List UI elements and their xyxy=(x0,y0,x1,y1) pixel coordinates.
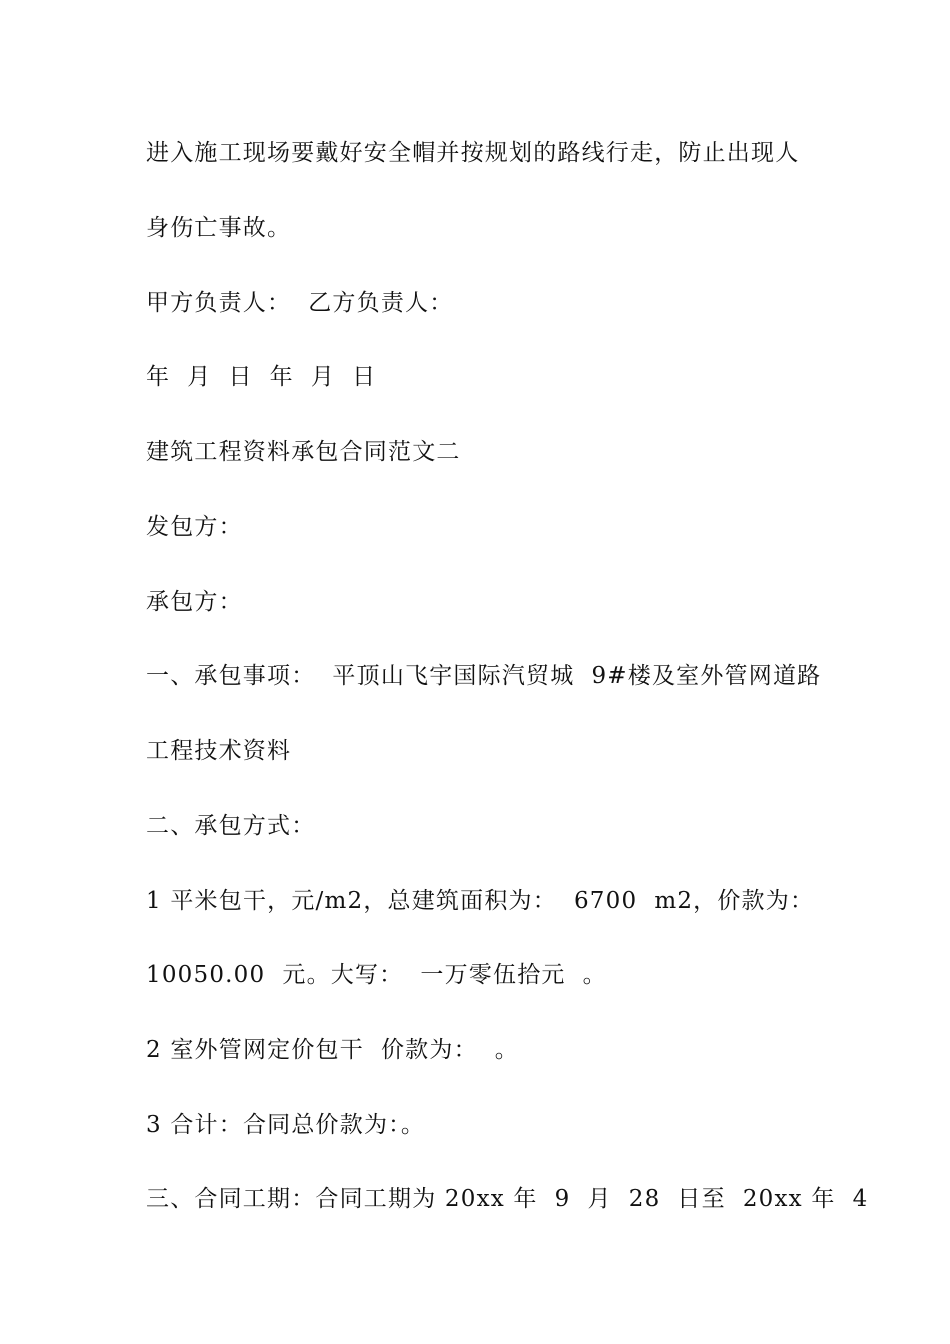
body-text-line: 身伤亡事故。 xyxy=(146,215,292,241)
clause-heading: 二、承包方式： xyxy=(146,813,316,839)
body-text-line: 工程技术资料 xyxy=(146,738,292,764)
clause-heading: 三、合同工期：合同工期为 20xx 年 9 月 28 日至 20xx 年 4 xyxy=(146,1186,869,1212)
clause-heading: 一、承包事项： 平顶山飞宇国际汽贸城 9#楼及室外管网道路 xyxy=(146,663,822,689)
section-title: 建筑工程资料承包合同范文二 xyxy=(146,439,461,465)
signature-label-line: 甲方负责人： 乙方负责人： xyxy=(146,290,454,316)
contractor-label: 承包方： xyxy=(146,589,243,615)
body-text-line: 2 室外管网定价包干 价款为： 。 xyxy=(146,1037,519,1063)
date-line: 年 月 日 年 月 日 xyxy=(146,364,377,390)
body-text-line: 3 合计：合同总价款为：。 xyxy=(146,1112,426,1138)
employer-label: 发包方： xyxy=(146,514,243,540)
body-text-line: 1 平米包干，元/m2，总建筑面积为： 6700 m2，价款为： xyxy=(146,888,815,914)
body-text-line: 10050.00 元。大写： 一万零伍拾元 。 xyxy=(146,962,607,988)
body-text-line: 进入施工现场要戴好安全帽并按规划的路线行走，防止出现人 xyxy=(146,140,800,166)
